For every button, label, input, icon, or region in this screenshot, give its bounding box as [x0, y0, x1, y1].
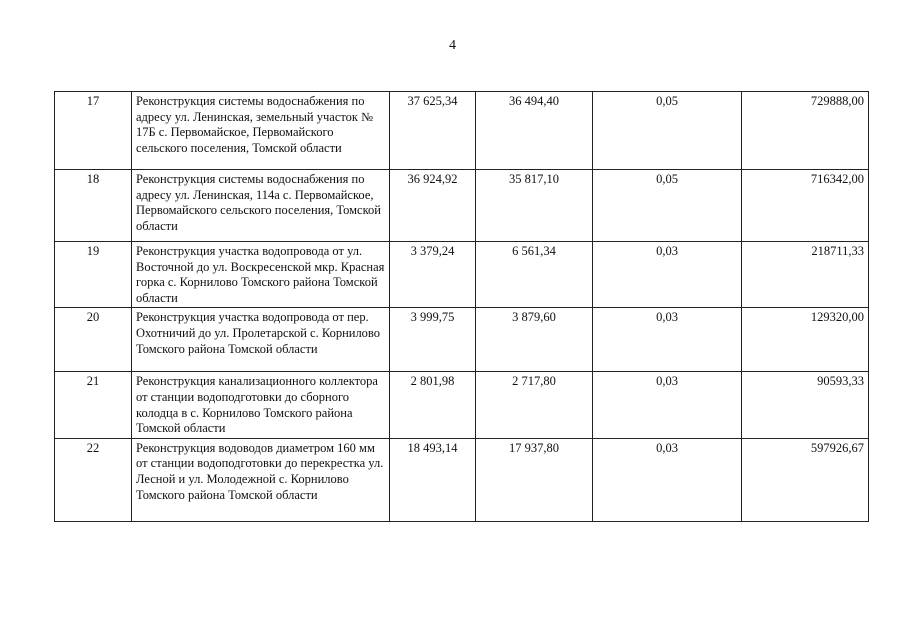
value-cell: 729888,00 [742, 92, 869, 170]
project-name: Реконструкция канализационного коллектора от станции водоподготовки до сборного колодца в с. Корнилово Томского района Томской области [132, 372, 390, 438]
value-cell: 18 493,14 [390, 438, 476, 521]
row-number: 19 [55, 242, 132, 308]
value-cell: 36 924,92 [390, 170, 476, 242]
project-name: Реконструкция участка водопровода от ул. Восточной до ул. Воскресенской мкр. Красная горка с. Корнилово Томского района Томской области [132, 242, 390, 308]
value-cell: 0,03 [593, 438, 742, 521]
value-cell: 3 999,75 [390, 308, 476, 372]
table-row [55, 438, 869, 521]
value-cell: 37 625,34 [390, 92, 476, 170]
value-cell: 3 379,24 [390, 242, 476, 308]
row-number: 21 [55, 372, 132, 438]
project-name: Реконструкция системы водоснабжения по адресу ул. Ленинская, земельный участок № 17Б с. Первомайское, Первомайского сельского поселения, Томской области [132, 92, 390, 170]
value-cell: 129320,00 [742, 308, 869, 372]
value-cell: 597926,67 [742, 438, 869, 521]
value-cell: 218711,33 [742, 242, 869, 308]
project-table [54, 91, 869, 522]
value-cell: 90593,33 [742, 372, 869, 438]
value-cell: 6 561,34 [476, 242, 593, 308]
project-name: Реконструкция водоводов диаметром 160 мм от станции водоподготовки до перекрестка ул. Лесной и ул. Молодежной с. Корнилово Томского района Томской области [132, 438, 390, 521]
value-cell: 3 879,60 [476, 308, 593, 372]
table-row [55, 372, 869, 438]
value-cell: 36 494,40 [476, 92, 593, 170]
table-row [55, 170, 869, 242]
value-cell: 0,03 [593, 308, 742, 372]
table-row [55, 92, 869, 170]
value-cell: 17 937,80 [476, 438, 593, 521]
project-name: Реконструкция системы водоснабжения по адресу ул. Ленинская, 114а с. Первомайское, Первомайского сельского поселения, Томской области [132, 170, 390, 242]
row-number: 18 [55, 170, 132, 242]
value-cell: 35 817,10 [476, 170, 593, 242]
value-cell: 0,03 [593, 242, 742, 308]
value-cell: 716342,00 [742, 170, 869, 242]
value-cell: 2 801,98 [390, 372, 476, 438]
page-number: 4 [449, 38, 456, 53]
value-cell: 0,05 [593, 92, 742, 170]
row-number: 17 [55, 92, 132, 170]
table-row [55, 308, 869, 372]
project-name: Реконструкция участка водопровода от пер. Охотничий до ул. Пролетарской с. Корнилово Томского района Томской области [132, 308, 390, 372]
value-cell: 0,03 [593, 372, 742, 438]
row-number: 20 [55, 308, 132, 372]
value-cell: 2 717,80 [476, 372, 593, 438]
table-row [55, 242, 869, 308]
value-cell: 0,05 [593, 170, 742, 242]
row-number: 22 [55, 438, 132, 521]
